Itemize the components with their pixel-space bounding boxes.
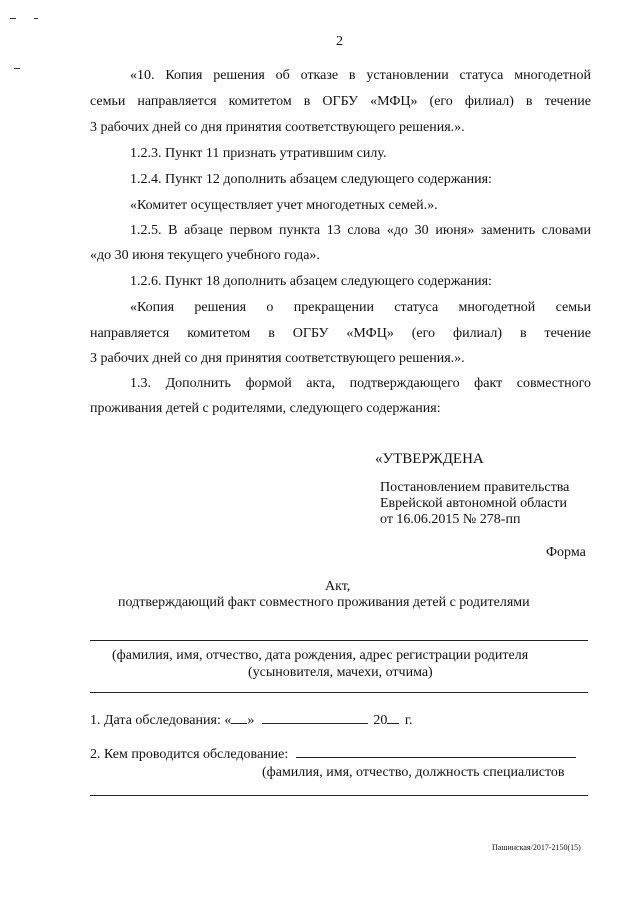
approval-line: Еврейской автономной области <box>380 496 567 511</box>
paragraph-line: 1.2.5. В абзаце первом пункта 13 слова «до 30 июня» заменить словами <box>130 223 591 238</box>
paragraph-line: 1.3. Дополнить формой акта, подтверждающего факт совместного <box>130 376 591 391</box>
paragraph-line: 3 рабочих дней со дня принятия соответствующего решения.». <box>90 120 465 135</box>
field-caption: (фамилия, имя, отчество, должность специалистов <box>262 765 565 780</box>
date-month-blank <box>262 709 368 724</box>
page-number: 2 <box>336 34 343 49</box>
margin-mark <box>14 68 20 69</box>
paragraph-line: «10. Копия решения об отказе в установлении статуса многодетной <box>130 68 591 83</box>
paragraph-line: «до 30 июня текущего учебного года». <box>90 248 320 263</box>
date-day-blank <box>231 709 247 724</box>
blank-line <box>90 795 588 796</box>
paragraph-line: 1.2.4. Пункт 12 дополнить абзацем следующего содержания: <box>130 172 492 187</box>
act-subtitle: подтверждающий факт совместного проживания детей с родителями <box>118 595 530 610</box>
approval-line: от 16.06.2015 № 278-пп <box>380 512 521 527</box>
margin-mark <box>34 18 38 19</box>
survey-date-year: 20 <box>373 713 388 728</box>
survey-by-blank <box>296 743 576 758</box>
blank-line <box>90 692 588 693</box>
footer-code: Пашинская/2017-2150(15) <box>492 843 581 852</box>
approval-line: Постановлением правительства <box>380 480 570 495</box>
survey-date-quote: » <box>247 713 255 728</box>
survey-by-row <box>90 743 576 765</box>
blank-line <box>90 640 588 641</box>
paragraph-line: «Копия решения о прекращении статуса многодетной семьи <box>130 300 591 315</box>
survey-date-label: 1. Дата обследования: « <box>90 713 232 728</box>
paragraph-line: проживания детей с родителями, следующего содержания: <box>90 401 441 416</box>
act-title: Акт, <box>325 579 351 594</box>
margin-mark <box>10 18 16 19</box>
date-year-blank <box>387 709 399 724</box>
survey-date-row <box>90 709 413 731</box>
approval-title: «УТВЕРЖДЕНА <box>375 451 484 467</box>
survey-date-suffix: г. <box>404 713 413 728</box>
paragraph-line: 1.2.3. Пункт 11 признать утратившим силу. <box>130 146 387 161</box>
paragraph-line: «Комитет осуществляет учет многодетных семей.». <box>130 198 438 213</box>
paragraph-line: направляется комитетом в ОГБУ «МФЦ» (его филиал) в течение <box>90 326 591 341</box>
field-caption: (фамилия, имя, отчество, дата рождения, адрес регистрации родителя <box>112 648 529 663</box>
paragraph-line: 3 рабочих дней со дня принятия соответствующего решения.». <box>90 351 465 366</box>
form-label: Форма <box>546 545 586 560</box>
field-caption: (усыновителя, мачехи, отчима) <box>248 665 433 680</box>
paragraph-line: семьи направляется комитетом в ОГБУ «МФЦ» (его филиал) в течение <box>90 94 591 109</box>
survey-by-label: 2. Кем проводится обследование: <box>90 747 289 762</box>
paragraph-line: 1.2.6. Пункт 18 дополнить абзацем следующего содержания: <box>130 274 492 289</box>
